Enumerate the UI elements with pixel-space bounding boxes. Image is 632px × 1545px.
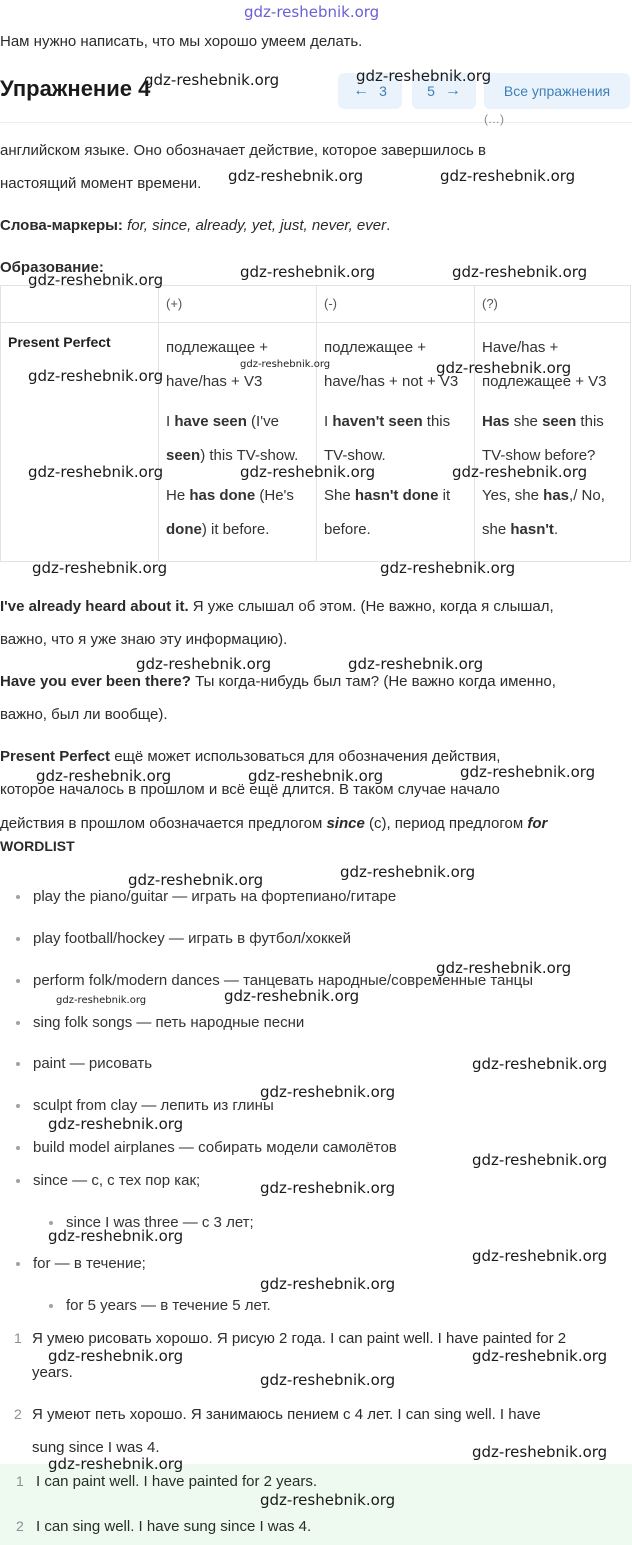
watermark: gdz-reshebnik.org — [32, 559, 168, 577]
all-exercises-button[interactable] — [484, 73, 630, 109]
watermark: gdz-reshebnik.org — [436, 959, 572, 977]
task-text-line-2: years. — [32, 1364, 73, 1381]
table-row — [1, 323, 631, 562]
arrow-left-icon: ← — [353, 82, 370, 99]
watermark: gdz-reshebnik.org — [248, 767, 384, 785]
example-2: Have you ever been there? Ты когда-нибудь был там? (Не важно когда именно, — [0, 673, 556, 690]
watermark: gdz-reshebnik.org — [28, 271, 164, 289]
list-item: sculpt from clay — лепить из глины — [16, 1097, 274, 1114]
question-cell — [475, 323, 631, 562]
watermark: gdz-reshebnik.org — [240, 463, 376, 481]
answer-number: 2 — [16, 1518, 24, 1534]
wordlist-heading: WORDLIST — [0, 838, 632, 854]
watermark: gdz-reshebnik.org — [48, 1455, 184, 1473]
minus-example-1: I haven't seen this TV-show. — [324, 413, 451, 464]
list-item: perform folk/modern dances — танцевать народные/современные танцы — [16, 972, 533, 989]
watermark: gdz-reshebnik.org — [440, 167, 576, 185]
header-divider — [0, 122, 632, 123]
task-text-line-2: sung since I was 4. — [32, 1439, 160, 1456]
next-exercise-button[interactable] — [412, 73, 476, 109]
watermark: gdz-reshebnik.org — [260, 1179, 396, 1197]
prev-exercise-button[interactable] — [338, 73, 402, 109]
watermark-top: gdz-reshebnik.org — [244, 3, 380, 21]
task-item — [14, 1406, 541, 1423]
watermark: gdz-reshebnik.org — [36, 767, 172, 785]
watermark: gdz-reshebnik.org — [136, 655, 272, 673]
plus-cell — [159, 323, 317, 562]
watermark: gdz-reshebnik.org — [472, 1247, 608, 1265]
plus-formula: подлежащее + have/has + V3 — [166, 339, 268, 390]
bullet-icon — [16, 937, 20, 941]
example-2-line-2: важно, был ли вообще). — [0, 706, 168, 723]
question-example-2: Yes, she has,/ No, she hasn't. — [482, 487, 605, 538]
markers-words: for, since, already, yet, just, never, ever — [122, 217, 387, 234]
watermark: gdz-reshebnik.org — [460, 763, 596, 781]
list-item: sing folk songs — петь народные песни — [16, 1014, 304, 1031]
formation-label: Образование: — [0, 259, 104, 276]
watermark: gdz-reshebnik.org — [228, 167, 364, 185]
watermark: gdz-reshebnik.org — [472, 1443, 608, 1461]
sub-list-item: for 5 years — в течение 5 лет. — [49, 1297, 271, 1314]
question-formula: Have/has + подлежащее + V3 — [482, 339, 607, 390]
sub-list-item: since I was three — с 3 лет; — [49, 1214, 254, 1231]
bullet-icon — [49, 1304, 53, 1308]
task-text: Я умею рисовать хорошо. Я рисую 2 года. I can paint well. I have painted for 2 — [32, 1330, 567, 1347]
watermark: gdz-reshebnik.org — [472, 1055, 608, 1073]
watermark: gdz-reshebnik.org — [28, 367, 164, 385]
table-header-cell: (-) — [317, 286, 475, 323]
watermark: gdz-reshebnik.org — [48, 1115, 184, 1133]
intro-line: Нам нужно написать, что мы хорошо умеем делать. — [0, 33, 363, 50]
example-1: I've already heard about it. Я уже слышал об этом. (Не важно, когда я слышал, — [0, 598, 554, 615]
bullet-icon — [16, 1104, 20, 1108]
minus-cell — [317, 323, 475, 562]
answer-number: 1 — [16, 1473, 24, 1489]
bullet-icon — [49, 1221, 53, 1225]
watermark: gdz-reshebnik.org — [452, 263, 588, 281]
answer-text: I can paint well. I have painted for 2 years. — [36, 1473, 317, 1490]
list-item: for — в течение; — [16, 1255, 146, 1272]
markers-end: . — [386, 217, 391, 234]
bullet-icon — [16, 1179, 20, 1183]
watermark: gdz-reshebnik.org — [48, 1227, 184, 1245]
present-perfect-note-line-2: которое началось в прошлом и всё ещё длится. В таком случае начало — [0, 781, 500, 798]
task-number: 2 — [14, 1406, 22, 1422]
watermark: gdz-reshebnik.org — [260, 1371, 396, 1389]
bullet-icon — [16, 1146, 20, 1150]
task-item — [14, 1330, 566, 1347]
present-perfect-note-line-3: действия в прошлом обозначается предлогом since (с), период предлогом for — [0, 815, 548, 832]
watermark: gdz-reshebnik.org — [28, 463, 164, 481]
watermark: gdz-reshebnik.org — [240, 263, 376, 281]
next-exercise-label: 5 — [427, 83, 435, 99]
watermark: gdz-reshebnik.org — [56, 995, 147, 1006]
bullet-icon — [16, 979, 20, 983]
bullet-icon — [16, 1021, 20, 1025]
row-head: Present Perfect — [1, 323, 159, 562]
list-item: build model airplanes — собирать модели самолётов — [16, 1139, 397, 1156]
minus-formula: подлежащее + have/has + not + V3 — [324, 339, 459, 390]
list-item: since — с, с тех пор как; — [16, 1172, 200, 1189]
question-example-1: Has she seen this TV-show before? — [482, 413, 604, 464]
present-perfect-note: Present Perfect ещё может использоваться для обозначения действия, — [0, 748, 501, 765]
watermark: gdz-reshebnik.org — [260, 1083, 396, 1101]
answer-text: I can sing well. I have sung since I was 4. — [36, 1518, 312, 1535]
watermark: gdz-reshebnik.org — [452, 463, 588, 481]
watermark: gdz-reshebnik.org — [348, 655, 484, 673]
list-item: play the piano/guitar — играть на фортепиано/гитаре — [16, 888, 396, 905]
list-item: play football/hockey — играть в футбол/хоккей — [16, 930, 351, 947]
example-1-line-2: важно, что я уже знаю эту информацию). — [0, 631, 288, 648]
list-item: paint — рисовать — [16, 1055, 152, 1072]
answer-item — [16, 1473, 317, 1490]
table-header-cell: (?) — [475, 286, 631, 323]
watermark: gdz-reshebnik.org — [472, 1151, 608, 1169]
bullet-icon — [16, 1062, 20, 1066]
markers-label: Слова-маркеры: — [0, 217, 123, 234]
table-header-cell: (+) — [159, 286, 317, 323]
watermark: gdz-reshebnik.org — [224, 987, 360, 1005]
all-exercises-label: Все упражнения — [503, 83, 611, 99]
plus-example-2: He has done (He's done) it before. — [166, 487, 294, 538]
watermark: gdz-reshebnik.org — [260, 1491, 396, 1509]
page-title: Упражнение 4 — [0, 76, 151, 101]
theory-line-1: английском языке. Оно обозначает действие, которое завершилось в — [0, 142, 486, 159]
watermark: gdz-reshebnik.org — [260, 1275, 396, 1293]
watermark: gdz-reshebnik.org — [144, 71, 280, 89]
watermark: gdz-reshebnik.org — [380, 559, 516, 577]
task-number: 1 — [14, 1330, 22, 1346]
prev-exercise-label: 3 — [379, 83, 387, 99]
watermark: gdz-reshebnik.org — [472, 1347, 608, 1365]
arrow-right-icon: → — [444, 82, 461, 99]
watermark: gdz-reshebnik.org — [436, 359, 572, 377]
minus-example-2: She hasn't done it before. — [324, 487, 451, 538]
grammar-table — [0, 285, 631, 562]
watermark: gdz-reshebnik.org — [356, 67, 492, 85]
watermark: gdz-reshebnik.org — [128, 871, 264, 889]
table-header-row — [1, 286, 631, 323]
bullet-icon — [16, 1262, 20, 1266]
task-text: Я умеют петь хорошо. Я занимаюсь пением с 4 лет. I can sing well. I have — [32, 1406, 541, 1423]
answer-item — [16, 1518, 311, 1535]
cut-fragment: (…) — [484, 112, 504, 126]
watermark: gdz-reshebnik.org — [340, 863, 476, 881]
plus-example-1: I have seen (I've seen) this TV-show. — [166, 413, 299, 464]
theory-line-2: настоящий момент времени. — [0, 175, 202, 192]
markers-line — [0, 217, 390, 234]
bullet-icon — [16, 895, 20, 899]
watermark: gdz-reshebnik.org — [48, 1347, 184, 1365]
watermark: gdz-reshebnik.org — [240, 359, 331, 370]
table-header-cell — [1, 286, 159, 323]
